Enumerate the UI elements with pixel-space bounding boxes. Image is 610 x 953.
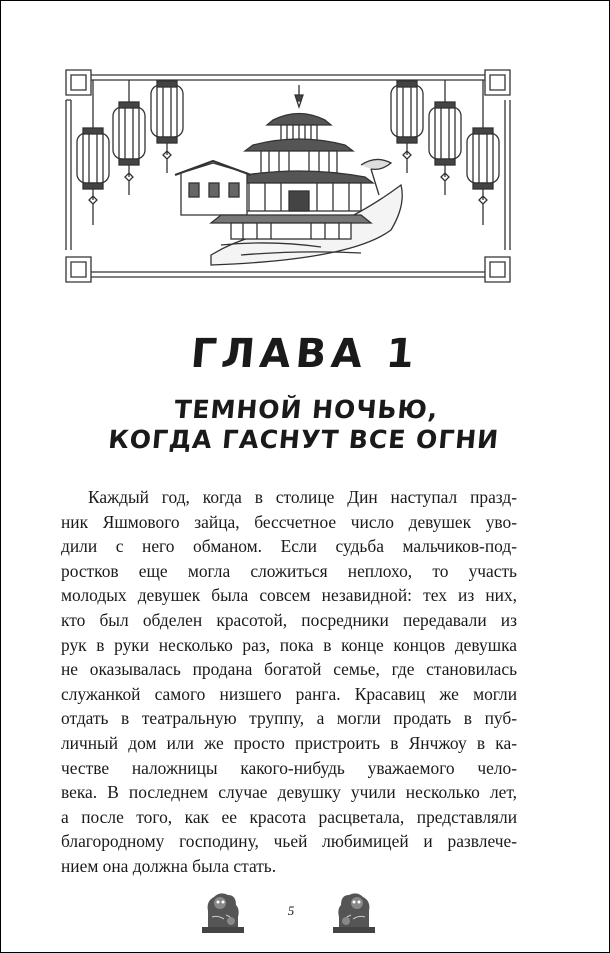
text-line: нием она должна была стать.: [61, 855, 277, 876]
text-line: ник Яшмового зайца, бессчетное число девушек уво-: [61, 511, 517, 532]
text-line: а после того, как ее красота расцветала, представляли: [61, 806, 517, 827]
guardian-lion-icon: [329, 887, 379, 935]
text-line: века. В последнем случае девушку учили несколько лет,: [61, 782, 517, 803]
text-line: личный дом или же просто пристроить в Янчжоу в ка-: [61, 732, 517, 753]
page-number: 5: [287, 903, 295, 918]
text-line: молодых девушек была совсем незавидной: тех из них,: [61, 585, 517, 606]
lantern-icon: [77, 80, 109, 225]
text-line: благородному господину, чьей любимицей и развлече-: [61, 831, 517, 852]
text-line: кто был обделен красотой, посредники передавали из: [61, 609, 517, 630]
text-line: не оказывалась продана богатой семье, где становилась: [61, 659, 517, 680]
lantern-icon: [113, 80, 145, 195]
text-line: дили с него обманом. Если судьба мальчиков-под-: [61, 536, 517, 557]
text-line: рук в руки несколько раз, пока в конце концов девушка: [61, 634, 517, 655]
chapter-subtitle-line: ТЕМНОЙ НОЧЬЮ,: [173, 395, 440, 424]
text-line: отдать в театральную труппу, а могли продать в пуб-: [61, 708, 517, 729]
lantern-icon: [467, 80, 499, 225]
text-line: ростков еще могла сложиться неплохо, то участь: [61, 560, 517, 581]
pagoda-icon: [175, 85, 402, 265]
text-line: Каждый год, когда в столице Дин наступал празд-: [88, 487, 517, 507]
text-line: честве наложницы какого-нибудь уважаемого чело-: [61, 757, 517, 778]
lantern-icon: [151, 80, 183, 173]
chapter-subtitle-line: КОГДА ГАСНУТ ВСЕ ОГНИ: [107, 425, 501, 454]
chapter-subtitle: [0, 395, 610, 455]
pagoda-lanterns-illustration: [61, 65, 515, 287]
chapter-body-paragraph: [61, 485, 517, 879]
guardian-lion-icon: [198, 887, 248, 935]
text-line: служанкой самого низшего ранга. Красавиц же могли: [61, 683, 517, 704]
lantern-icon: [429, 80, 461, 195]
lantern-icon: [391, 80, 423, 173]
chapter-title: ГЛАВА 1: [189, 331, 421, 377]
